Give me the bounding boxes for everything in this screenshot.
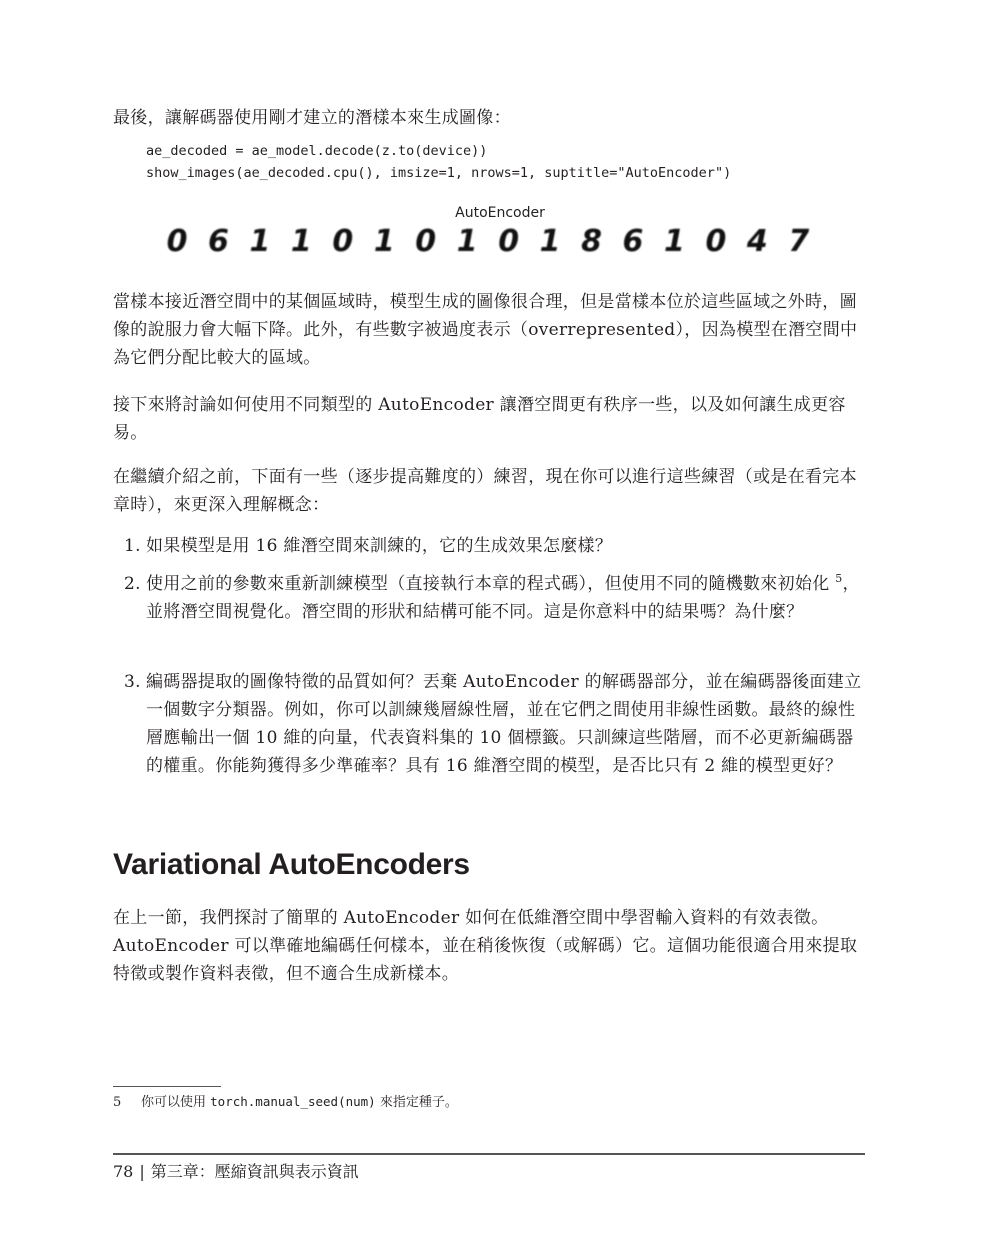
code-line-2: show_images(ae_decoded.cpu(), imsize=1, nrows=1, suptitle="AutoEncoder"): [146, 165, 732, 181]
digit-image: 6: [622, 224, 644, 259]
section-heading: Variational AutoEncoders: [113, 848, 470, 881]
list-number: 2.: [124, 574, 141, 594]
page-footer: [113, 1160, 359, 1184]
footnote-divider: [113, 1086, 221, 1087]
list-number: 3.: [124, 672, 141, 692]
digit-image: 1: [290, 224, 312, 259]
intro-paragraph: 最後，讓解碼器使用剛才建立的潛樣本來生成圖像：: [113, 108, 511, 128]
exercise-text: 編碼器提取的圖像特徵的品質如何？丟棄 AutoEncoder 的解碼器部分，並在編碼器後面建立一個數字分類器。例如，你可以訓練幾層線性層，並在它們之間使用非線性函數。最終的線性層應輸出一個 10 維的向量，代表資料集的 10 個標籤。只訓練這些階層，而不必更新編碼器的權重。你能夠獲得多少準確率？具有 16 維潛空間的模型，是否比只有 2 維的模型更好？: [146, 672, 862, 776]
paragraph-latent-quality: 當樣本接近潛空間中的某個區域時，模型生成的圖像很合理，但是當樣本位於這些區域之外時，圖像的說服力會大幅下降。此外，有些數字被過度表示（overrepresented），因為模型在潛空間中為它們分配比較大的區域。: [113, 292, 858, 368]
digit-image: 1: [373, 224, 395, 259]
digit-image: 8: [581, 224, 602, 259]
code-block: [146, 140, 731, 184]
footer-divider: [113, 1153, 865, 1155]
footnote-ref[interactable]: 5: [835, 572, 843, 585]
generated-digits-figure: [158, 222, 818, 262]
footnote-text: 來指定種子。: [375, 1095, 458, 1110]
digit-image: 0: [498, 224, 520, 259]
exercise-item-2: [113, 570, 865, 626]
digit-image: 0: [705, 224, 727, 259]
exercise-text: [146, 570, 865, 626]
exercise-item-1: [113, 532, 865, 560]
footer-separator: |: [139, 1162, 145, 1181]
digit-image: 1: [539, 224, 561, 259]
footnote-text: 你可以使用: [141, 1095, 211, 1110]
list-number: 1.: [124, 536, 141, 556]
footnote: [113, 1092, 458, 1113]
exercise-text: 如果模型是用 16 維潛空間來訓練的，它的生成效果怎麼樣？: [146, 536, 613, 556]
paragraph-exercises-intro: 在繼續介紹之前，下面有一些（逐步提高難度的）練習，現在你可以進行這些練習（或是在看完本章時），來更深入理解概念：: [113, 467, 857, 515]
digit-image: 6: [208, 224, 229, 259]
exercise-text-part: 使用之前的參數來重新訓練模型（直接執行本章的程式碼），但使用不同的隨機數來初始化: [146, 574, 830, 594]
digit-image: 0: [415, 224, 437, 259]
digit-image: 1: [456, 224, 478, 259]
exercise-item-3: [113, 668, 865, 780]
digit-image: 4: [746, 224, 768, 259]
digit-image: 7: [788, 224, 810, 259]
exercise-text-part: ，並將潛空間視覺化。潛空間的形狀和結構可能不同。這是你意料中的結果嗎？為什麼？: [146, 574, 860, 622]
code-line-1: ae_decoded = ae_model.decode(z.to(device)): [146, 143, 488, 159]
chapter-title: 第三章：壓縮資訊與表示資訊: [150, 1162, 359, 1181]
digit-image: 0: [166, 224, 188, 259]
digit-image: 1: [249, 224, 271, 259]
digit-image: 0: [332, 224, 354, 259]
digit-image: 1: [664, 224, 685, 259]
footnote-number: 5: [113, 1095, 122, 1110]
figure-title: AutoEncoder: [455, 205, 545, 221]
page-number: 78: [113, 1162, 134, 1181]
section-body-paragraph: 在上一節，我們探討了簡單的 AutoEncoder 如何在低維潛空間中學習輸入資料的有效表徵。AutoEncoder 可以準確地編碼任何樣本，並在稍後恢復（或解碼）它。這個功能很適合用來提取特徵或製作資料表徵，但不適合生成新樣本。: [113, 908, 858, 984]
footnote-code: torch.manual_seed(num): [210, 1094, 376, 1109]
paragraph-next-topic: 接下來將討論如何使用不同類型的 AutoEncoder 讓潛空間更有秩序一些，以及如何讓生成更容易。: [113, 395, 846, 443]
